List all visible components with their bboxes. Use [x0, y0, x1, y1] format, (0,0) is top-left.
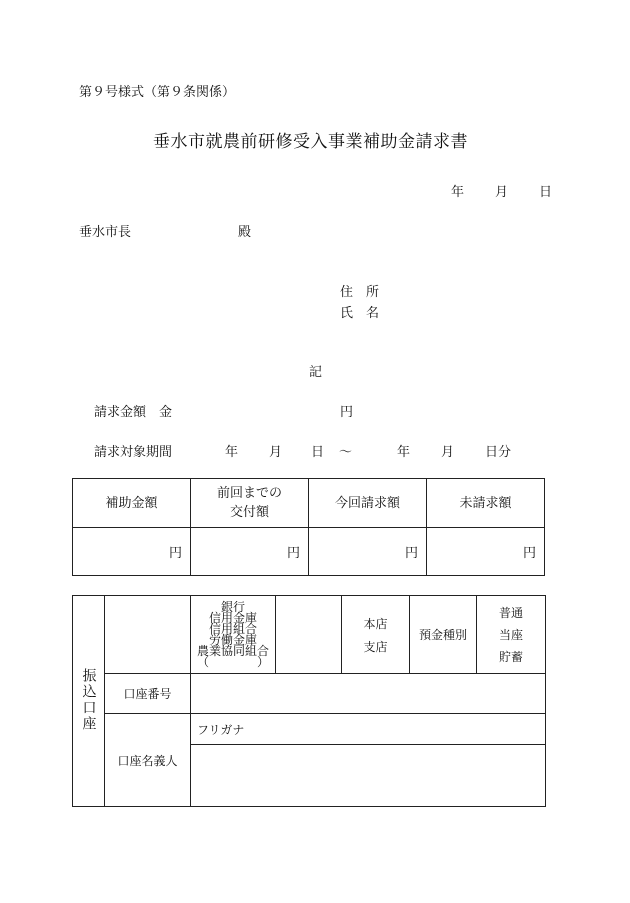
header-unrequested: 未請求額	[427, 479, 545, 528]
yen-unit: 円	[404, 546, 418, 561]
page-title: 垂水市就農前研修受入事業補助金請求書	[153, 132, 468, 152]
header-previous-line1: 前回までの	[216, 486, 282, 501]
header-subsidy-amount: 補助金額	[73, 479, 191, 528]
branch-type-item: 本店	[363, 616, 388, 631]
unrequested-cell[interactable]	[427, 528, 545, 576]
request-amount-label: 請求金額 金	[94, 405, 173, 420]
period-day2: 日分	[485, 445, 512, 460]
period-day: 日	[311, 445, 325, 460]
bank-account-table	[72, 595, 546, 807]
deposit-type-item: 普通	[498, 605, 523, 620]
ki-label: 記	[309, 365, 323, 380]
period-tilde: ～	[339, 445, 353, 460]
institution-type-item: （ ）	[196, 654, 269, 669]
institution-type-item: 信用金庫	[208, 610, 257, 625]
account-holder-cell[interactable]	[191, 745, 546, 807]
bank-name-cell[interactable]	[105, 596, 191, 674]
header-previous-payments	[191, 479, 309, 528]
deposit-type-label: 預金種別	[410, 596, 477, 674]
addressee-name: 垂水市長	[79, 225, 132, 240]
institution-type-list	[191, 596, 276, 674]
yen-unit: 円	[286, 546, 300, 561]
period-month2: 月	[441, 445, 455, 460]
yen-unit: 円	[168, 546, 182, 561]
date-year: 年	[451, 185, 465, 200]
institution-type-item: 労働金庫	[208, 632, 257, 647]
address-label: 住 所	[340, 285, 380, 300]
form-number: 第９号様式（第９条関係）	[79, 85, 236, 100]
amount-table	[72, 478, 545, 576]
date-day: 日	[539, 185, 553, 200]
period-month: 月	[269, 445, 283, 460]
institution-type-item: 銀行	[220, 599, 245, 614]
addressee-honorific: 殿	[238, 225, 252, 240]
period-year2: 年	[397, 445, 411, 460]
institution-type-item: 信用組合	[208, 621, 257, 636]
subsidy-amount-cell[interactable]	[73, 528, 191, 576]
name-label: 氏 名	[340, 306, 380, 321]
request-amount-unit: 円	[340, 405, 354, 420]
date-month: 月	[495, 185, 509, 200]
deposit-type-item: 貯蓄	[498, 649, 523, 664]
furigana-cell[interactable]	[191, 714, 546, 745]
account-number-label: 口座番号	[105, 674, 191, 714]
branch-type-item: 支店	[363, 639, 388, 654]
deposit-type-list	[477, 596, 546, 674]
period-year: 年	[225, 445, 239, 460]
current-request-cell[interactable]	[309, 528, 427, 576]
account-holder-label: 口座名義人	[105, 714, 191, 807]
furigana-label: フリガナ	[197, 722, 245, 737]
account-number-cell[interactable]	[191, 674, 546, 714]
deposit-type-item: 当座	[498, 627, 523, 642]
yen-unit: 円	[522, 546, 536, 561]
previous-payments-cell[interactable]	[191, 528, 309, 576]
header-current-request: 今回請求額	[309, 479, 427, 528]
branch-name-cell[interactable]	[276, 596, 342, 674]
transfer-account-side-label: 振込口座	[73, 596, 105, 807]
request-period-label: 請求対象期間	[94, 445, 173, 460]
branch-type-list	[342, 596, 410, 674]
header-previous-line2: 交付額	[229, 505, 269, 520]
institution-type-item: 農業協同組合	[196, 643, 269, 658]
